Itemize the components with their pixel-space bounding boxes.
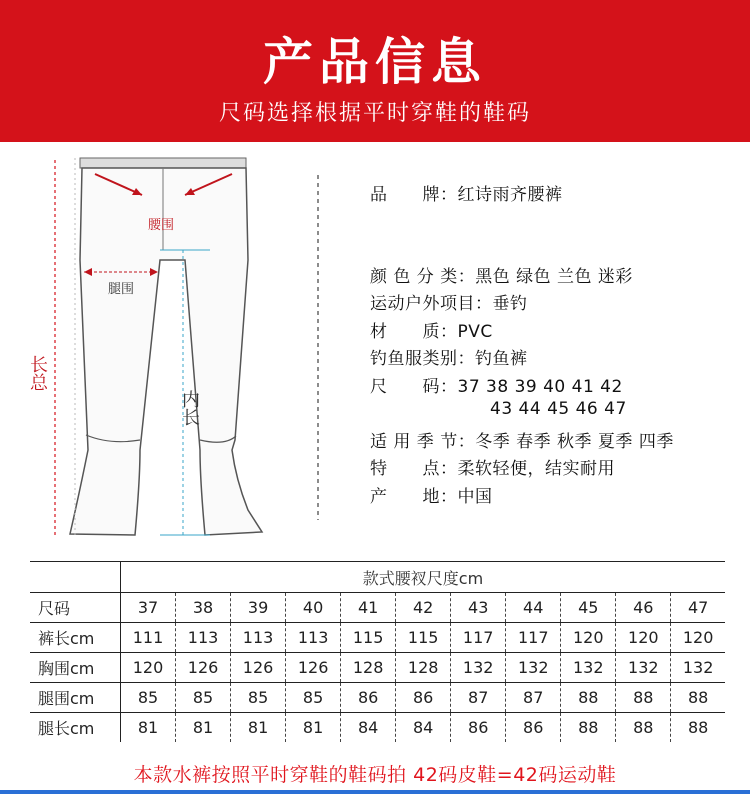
table-cell: 46: [616, 593, 671, 623]
table-row: [30, 683, 725, 713]
table-row: [30, 713, 725, 743]
info-size: [370, 372, 623, 397]
table-cell: 132: [451, 653, 506, 683]
table-cell: 113: [286, 623, 341, 653]
table-cell: 120: [561, 623, 616, 653]
info-key: 产 地：: [370, 487, 458, 507]
table-cell: 86: [451, 713, 506, 743]
footer-note: 本款水裤按照平时穿鞋的鞋码拍 42码皮鞋=42码运动鞋: [133, 764, 617, 786]
info-value: 红诗雨齐腰裤: [457, 185, 563, 205]
table-cell: 81: [286, 713, 341, 743]
info-key: 运动户外项目：: [370, 294, 493, 314]
info-sport: [370, 289, 528, 314]
table-cell: 117: [506, 623, 561, 653]
table-cell: 84: [341, 713, 396, 743]
table-cell: 113: [231, 623, 286, 653]
table-cell: 85: [176, 683, 231, 713]
table-cell: 45: [561, 593, 616, 623]
size-table: [30, 561, 725, 742]
table-cell: 126: [231, 653, 286, 683]
thigh-label: 腿围: [108, 282, 135, 297]
table-cell: 87: [506, 683, 561, 713]
table-cell: 88: [561, 683, 616, 713]
table-cell: 88: [616, 713, 671, 743]
info-material: [370, 317, 493, 342]
info-value: 柔软轻便，结实耐用: [457, 459, 615, 479]
info-value: 冬季 春季 秋季 夏季 四季: [475, 432, 674, 452]
table-cell: 126: [176, 653, 231, 683]
info-feature: [370, 454, 615, 479]
table-cell: 81: [121, 713, 176, 743]
table-cell: 86: [396, 683, 451, 713]
info-brand: [370, 180, 563, 205]
table-cell: 120: [671, 623, 725, 653]
info-origin: [370, 482, 493, 507]
table-row: [30, 623, 725, 653]
table-cell: 117: [451, 623, 506, 653]
table-cell: 37: [121, 593, 176, 623]
table-cell: 44: [506, 593, 561, 623]
table-cell: 115: [396, 623, 451, 653]
table-cell: 88: [671, 683, 725, 713]
page-title: 产品信息: [263, 33, 487, 91]
total-length-label: 长总: [27, 355, 48, 391]
row-label: 腿围cm: [30, 683, 121, 713]
info-key: 颜 色 分 类：: [370, 267, 476, 287]
bottom-accent-line: [0, 790, 750, 794]
info-key: 适 用 季 节：: [370, 432, 476, 452]
row-label: 裤长cm: [30, 623, 121, 653]
info-color: [370, 262, 633, 287]
table-cell: 128: [396, 653, 451, 683]
table-cell: 84: [396, 713, 451, 743]
page-subtitle: 尺码选择根据平时穿鞋的鞋码: [218, 101, 531, 126]
info-value: 43 44 45 46 47: [490, 399, 627, 419]
table-cell: 88: [671, 713, 725, 743]
table-cell: 132: [561, 653, 616, 683]
row-label: 腿长cm: [30, 713, 121, 743]
table-cell: 81: [231, 713, 286, 743]
info-key: 钓鱼服类别：: [370, 349, 475, 369]
info-value: 黑色 绿色 兰色 迷彩: [475, 267, 633, 287]
table-cell: 88: [616, 683, 671, 713]
table-row: [30, 593, 725, 623]
row-label: 胸围cm: [30, 653, 121, 683]
table-cell: 39: [231, 593, 286, 623]
table-cell: 88: [561, 713, 616, 743]
wader-diagram: [0, 150, 340, 550]
inseam-label: 内长: [179, 390, 200, 426]
table-cell: 126: [286, 653, 341, 683]
info-season: [370, 427, 674, 452]
table-cell: 128: [341, 653, 396, 683]
table-cell: 132: [506, 653, 561, 683]
header-banner: [0, 0, 750, 142]
table-cell: 120: [616, 623, 671, 653]
info-category: [370, 344, 528, 369]
table-cell: 38: [176, 593, 231, 623]
table-cell: 120: [121, 653, 176, 683]
info-value: 钓鱼裤: [475, 349, 528, 369]
table-cell: 111: [121, 623, 176, 653]
info-key: 材 质：: [370, 322, 458, 342]
info-key: 尺 码：: [370, 377, 458, 397]
table-cell: 47: [671, 593, 725, 623]
table-cell: 85: [121, 683, 176, 713]
table-caption-row: [30, 562, 725, 593]
info-value: PVC: [457, 322, 493, 342]
table-cell: 86: [341, 683, 396, 713]
info-key: 品 牌：: [370, 185, 458, 205]
waist-label: 腰围: [148, 218, 175, 233]
table-cell: 115: [341, 623, 396, 653]
info-value: 垂钓: [492, 294, 528, 314]
table-cell: 81: [176, 713, 231, 743]
table-cell: 132: [671, 653, 725, 683]
row-label: 尺码: [30, 593, 121, 623]
table-row: [30, 653, 725, 683]
table-cell: 43: [451, 593, 506, 623]
table-cell: 113: [176, 623, 231, 653]
table-cell: 85: [231, 683, 286, 713]
table-cell: 87: [451, 683, 506, 713]
info-value: 37 38 39 40 41 42: [457, 377, 623, 397]
table-caption: 款式腰衩尺度cm: [121, 562, 726, 593]
info-value: 中国: [457, 487, 493, 507]
info-key: 特 点：: [370, 459, 458, 479]
info-size-2: [490, 399, 627, 419]
table-cell: 40: [286, 593, 341, 623]
table-cell: 132: [616, 653, 671, 683]
table-cell: 86: [506, 713, 561, 743]
wader-outline: [0, 150, 340, 550]
table-cell: 41: [341, 593, 396, 623]
table-cell: 42: [396, 593, 451, 623]
table-cell: 85: [286, 683, 341, 713]
